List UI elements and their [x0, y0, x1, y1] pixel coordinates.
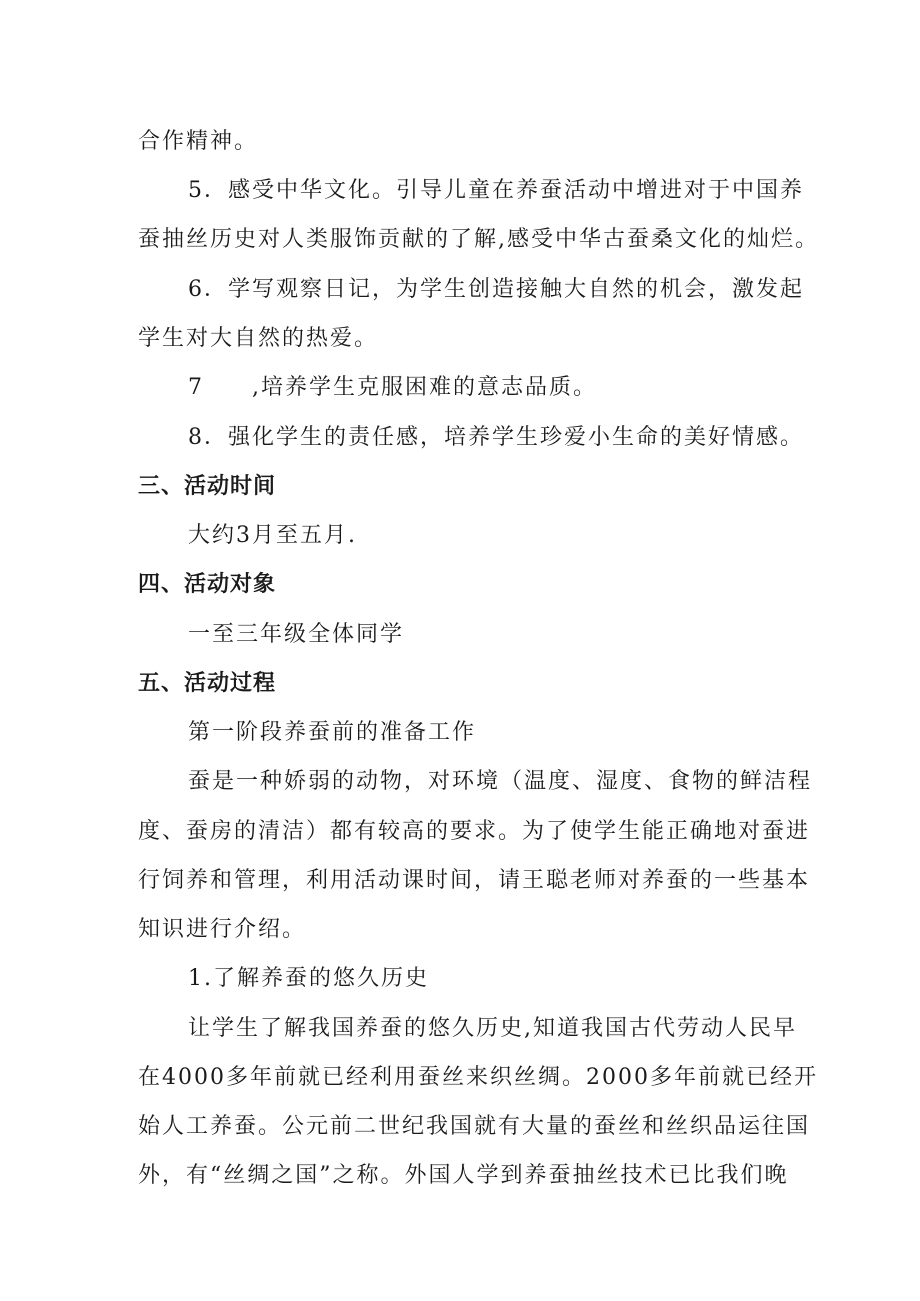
activity-target-text: 一至三年级全体同学 — [188, 622, 405, 647]
paragraph-line: 在4000多年前就已经利用蚕丝来织丝绸。2000多年前就已经开 — [138, 1065, 818, 1090]
section-heading-activity-process: 五、活动过程 — [138, 671, 277, 696]
paragraph-line: 度、蚕房的清洁）都有较高的要求。为了使学生能正确地对蚕进 — [138, 819, 811, 844]
paragraph-line: 行饲养和管理，利用活动课时间，请王聪老师对养蚕的一些基本 — [138, 868, 811, 893]
stage-one-title: 第一阶段养蚕前的准备工作 — [188, 720, 477, 745]
paragraph-line: 让学生了解我国养蚕的悠久历史,知道我国古代劳动人民早 — [188, 1016, 797, 1041]
paragraph-line: 知识进行介绍。 — [138, 917, 307, 942]
objective-7-number: 7 — [188, 375, 204, 400]
objective-7-text: ,培养学生克服困难的意志品质。 — [252, 375, 597, 400]
objective-6-line: 6．学写观察日记，为学生创造接触大自然的机会，激发起 — [188, 277, 804, 302]
section-heading-activity-time: 三、活动时间 — [138, 474, 277, 499]
paragraph-line: 蚕抽丝历史对人类服饰贡献的了解,感受中华古蚕桑文化的灿烂。 — [138, 227, 819, 252]
paragraph-line: 学生对大自然的热爱。 — [138, 326, 379, 351]
paragraph-line: 蚕是一种娇弱的动物，对环境（温度、湿度、食物的鲜洁程 — [188, 769, 813, 794]
section-heading-activity-target: 四、活动对象 — [138, 572, 277, 597]
activity-time-text: 大约3月至五月. — [188, 523, 357, 548]
objective-8-line: 8．强化学生的责任感，培养学生珍爱小生命的美好情感。 — [188, 425, 804, 450]
objective-7-line — [188, 373, 597, 403]
subsection-title: 1.了解养蚕的悠久历史 — [188, 966, 429, 991]
paragraph-line: 合作精神。 — [138, 129, 259, 154]
paragraph-line: 外，有“丝绸之国”之称。外国人学到养蚕抽丝技术已比我们晚 — [138, 1163, 789, 1188]
paragraph-line: 始人工养蚕。公元前二世纪我国就有大量的蚕丝和丝织品运往国 — [138, 1114, 811, 1139]
objective-5-line: 5．感受中华文化。引导儿童在养蚕活动中增进对于中国养 — [188, 178, 804, 203]
